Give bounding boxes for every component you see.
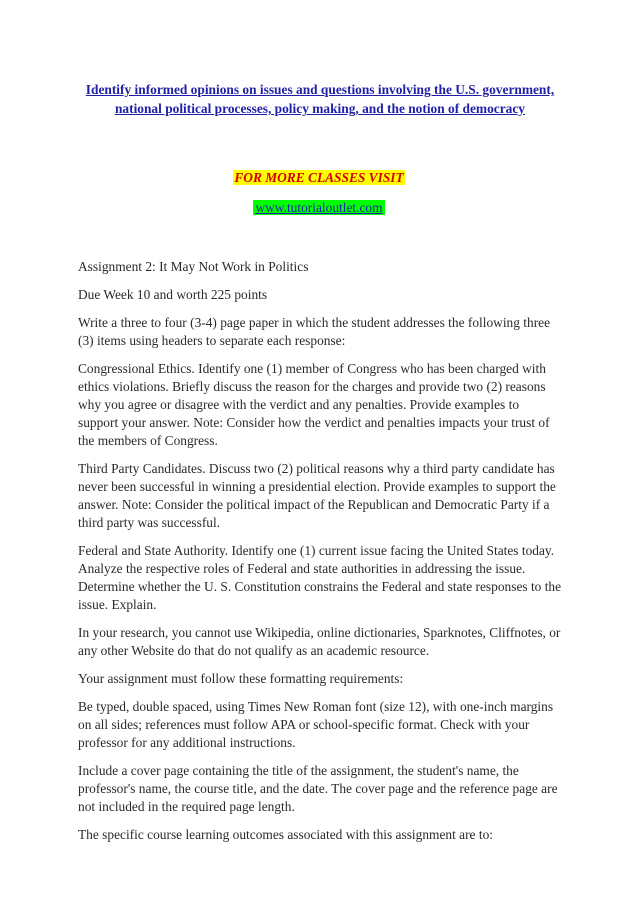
paragraph-federal-state: Federal and State Authority. Identify one (1) current issue facing the United States today. Analyze the respective roles of Federal and state authorities in addressing the issue. Determine whether the U. S. Constitution constrains the Federal and state responses to the issue. Explain. — [78, 543, 562, 612]
paragraph-third-party: Third Party Candidates. Discuss two (2) political reasons why a third party candidate has never been successful in winning a presidential election. Provide examples to support the answer. Note: Consider the political impact of the Republican and Democratic Party if a third party was successful. — [78, 461, 556, 530]
paragraph-outcomes: The specific course learning outcomes associated with this assignment are to: — [78, 827, 493, 842]
paragraph-congressional-ethics: Congressional Ethics. Identify one (1) member of Congress who has been charged with ethics violations. Briefly discuss the reason for the charges and provide two (2) reasons why you agree or disagree with the verdict and any penalties. Provide examples to support your answer. Note: Consider how the verdict and penalties impacts your trust of the members of Congress. — [78, 361, 550, 448]
paragraph-instructions: Write a three to four (3-4) page paper in which the student addresses the following three (3) items using headers to separate each response: — [78, 315, 551, 348]
website-link[interactable]: www.tutorialoutlet.com — [255, 200, 383, 215]
paragraph-research: In your research, you cannot use Wikipedia, online dictionaries, Sparknotes, Cliffnotes, or any other Website do that do not qualify as an academic resource. — [78, 625, 561, 658]
due-date-line: Due Week 10 and worth 225 points — [78, 287, 268, 302]
document-body — [78, 258, 562, 854]
document-title: Identify informed opinions on issues and questions involving the U.S. government, national political processes, policy making, and the notion of democracy — [85, 82, 555, 116]
link-line — [0, 199, 638, 217]
paragraph-formatting-intro: Your assignment must follow these formatting requirements: — [78, 671, 404, 686]
paragraph-formatting-rules: Be typed, double spaced, using Times New Roman font (size 12), with one-inch margins on all sides; references must follow APA or school-specific format. Check with your professor for any additional instructions. — [78, 699, 554, 750]
promo-text: FOR MORE CLASSES VISIT — [234, 170, 404, 185]
paragraph-cover-page: Include a cover page containing the title of the assignment, the student's name, the professor's name, the course title, and the date. The cover page and the reference page are not included in the required page length. — [78, 763, 558, 814]
promo-line — [0, 169, 638, 187]
assignment-heading: Assignment 2: It May Not Work in Politics — [78, 259, 309, 274]
